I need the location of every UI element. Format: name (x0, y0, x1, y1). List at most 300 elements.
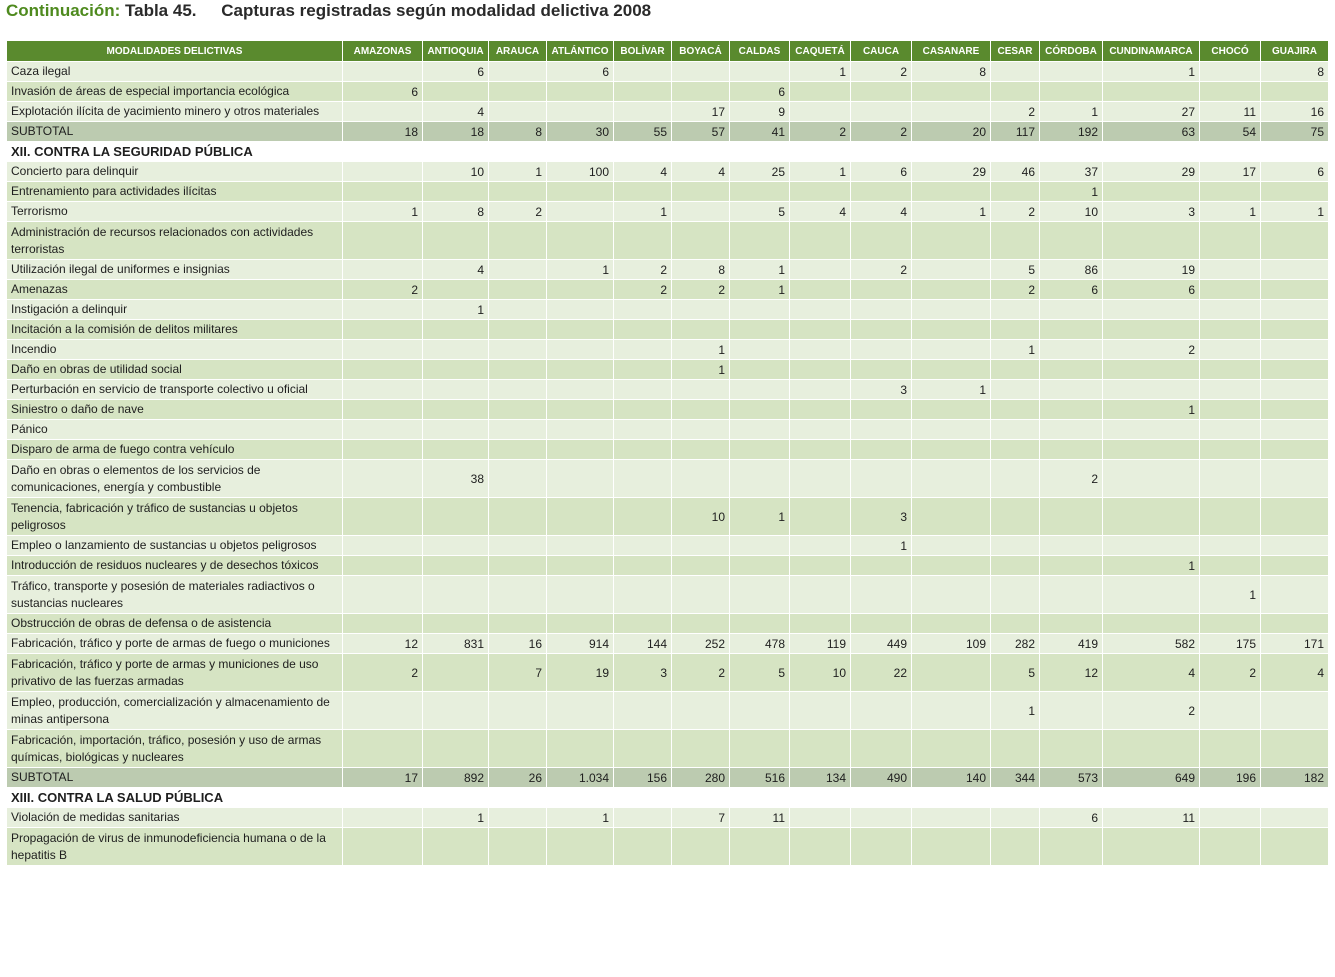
cell-value: 30 (547, 122, 614, 142)
cell-value: 1 (1261, 202, 1329, 222)
row-label: Daño en obras o elementos de los servicios de comunicaciones, energía y combustible (7, 460, 343, 498)
cell-value: 4 (790, 202, 851, 222)
cell-value (991, 498, 1040, 536)
cell-value: 16 (1261, 102, 1329, 122)
cell-value (489, 828, 547, 866)
cell-value: 19 (547, 654, 614, 692)
cell-value (1200, 300, 1261, 320)
cell-value (423, 320, 489, 340)
cell-value (1040, 400, 1103, 420)
cell-value: 4 (423, 260, 489, 280)
cell-value (343, 460, 423, 498)
table-row (7, 614, 1329, 634)
cell-value: 1 (1040, 102, 1103, 122)
cell-value (672, 400, 730, 420)
cell-value (790, 556, 851, 576)
cell-value (790, 340, 851, 360)
row-label: Fabricación, tráfico y porte de armas y municiones de uso privativo de las fuerzas armadas (7, 654, 343, 692)
row-label: Incitación a la comisión de delitos militares (7, 320, 343, 340)
cell-value (991, 576, 1040, 614)
cell-value: 1 (1103, 62, 1200, 82)
cell-value (672, 556, 730, 576)
row-label: Invasión de áreas de especial importancia ecológica (7, 82, 343, 102)
cell-value: 192 (1040, 122, 1103, 142)
cell-value (547, 222, 614, 260)
cell-value (1103, 360, 1200, 380)
cell-value (423, 692, 489, 730)
cell-value (912, 730, 991, 768)
cell-value (912, 536, 991, 556)
cell-value (912, 260, 991, 280)
column-header-department: CASANARE (912, 41, 991, 62)
cell-value (1103, 420, 1200, 440)
cell-value: 37 (1040, 162, 1103, 182)
cell-value: 1 (547, 260, 614, 280)
cell-value (730, 182, 790, 202)
cell-value (912, 498, 991, 536)
cell-value (1103, 498, 1200, 536)
cell-value (1103, 380, 1200, 400)
cell-value (912, 576, 991, 614)
cell-value (614, 808, 672, 828)
cell-value: 196 (1200, 768, 1261, 788)
cell-value: 6 (343, 82, 423, 102)
cell-value (1040, 320, 1103, 340)
table-row (7, 182, 1329, 202)
cell-value (423, 420, 489, 440)
row-label: Terrorismo (7, 202, 343, 222)
cell-value (614, 828, 672, 866)
cell-value (1200, 340, 1261, 360)
table-row (7, 82, 1329, 102)
cell-value (614, 536, 672, 556)
cell-value (489, 460, 547, 498)
cell-value (343, 536, 423, 556)
cell-value (991, 300, 1040, 320)
cell-value (343, 340, 423, 360)
cell-value: 2 (790, 122, 851, 142)
cell-value (423, 400, 489, 420)
cell-value (730, 380, 790, 400)
cell-value (614, 340, 672, 360)
cell-value (672, 828, 730, 866)
cell-value: 10 (672, 498, 730, 536)
cell-value (614, 320, 672, 340)
cell-value (1200, 62, 1261, 82)
table-row (7, 536, 1329, 556)
cell-value (614, 62, 672, 82)
cell-value: 282 (991, 634, 1040, 654)
cell-value (423, 380, 489, 400)
cell-value (489, 222, 547, 260)
table-row (7, 828, 1329, 866)
cell-value: 6 (423, 62, 489, 82)
cell-value: 3 (851, 380, 912, 400)
table-row (7, 498, 1329, 536)
cell-value: 6 (730, 82, 790, 102)
cell-value (489, 400, 547, 420)
cell-value (790, 260, 851, 280)
cell-value (1200, 556, 1261, 576)
cell-value: 2 (343, 654, 423, 692)
cell-value (790, 400, 851, 420)
table-row (7, 300, 1329, 320)
cell-value (672, 222, 730, 260)
cell-value (1103, 828, 1200, 866)
row-label: Caza ilegal (7, 62, 343, 82)
cell-value (1261, 182, 1329, 202)
row-label: Incendio (7, 340, 343, 360)
column-header-department: CUNDINAMARCA (1103, 41, 1200, 62)
cell-value: 2 (851, 122, 912, 142)
cell-value: 134 (790, 768, 851, 788)
cell-value: 117 (991, 122, 1040, 142)
cell-value (1261, 222, 1329, 260)
cell-value (489, 62, 547, 82)
cell-value: 1 (1103, 400, 1200, 420)
cell-value: 2 (991, 102, 1040, 122)
cell-value (547, 498, 614, 536)
cell-value (730, 360, 790, 380)
table-row (7, 808, 1329, 828)
cell-value: 175 (1200, 634, 1261, 654)
cell-value (343, 498, 423, 536)
cell-value (423, 730, 489, 768)
cell-value (790, 828, 851, 866)
cell-value (1200, 222, 1261, 260)
cell-value (1103, 300, 1200, 320)
cell-value: 171 (1261, 634, 1329, 654)
cell-value (912, 182, 991, 202)
cell-value (672, 536, 730, 556)
cell-value: 2 (1040, 460, 1103, 498)
table-row (7, 556, 1329, 576)
table-number: Tabla 45. (125, 1, 197, 20)
column-header-department: BOLÍVAR (614, 41, 672, 62)
cell-value (1040, 614, 1103, 634)
column-header-department: CESAR (991, 41, 1040, 62)
cell-value (851, 576, 912, 614)
cell-value (790, 440, 851, 460)
cell-value: 5 (730, 202, 790, 222)
cell-value (614, 380, 672, 400)
table-body (7, 62, 1329, 866)
cell-value (614, 460, 672, 498)
cell-value (1261, 360, 1329, 380)
cell-value (423, 556, 489, 576)
cell-value: 1 (1103, 556, 1200, 576)
cell-value (851, 692, 912, 730)
table-row (7, 202, 1329, 222)
row-label: Utilización ilegal de uniformes e insignias (7, 260, 343, 280)
cell-value: 2 (614, 260, 672, 280)
cell-value: 1 (912, 202, 991, 222)
cell-value (343, 320, 423, 340)
cell-value: 4 (1103, 654, 1200, 692)
cell-value: 100 (547, 162, 614, 182)
cell-value (1200, 182, 1261, 202)
cell-value: 8 (912, 62, 991, 82)
cell-value (489, 730, 547, 768)
cell-value (1103, 576, 1200, 614)
cell-value: 1 (489, 162, 547, 182)
table-row (7, 654, 1329, 692)
cell-value (343, 182, 423, 202)
cell-value: 1 (423, 300, 489, 320)
cell-value: 2 (614, 280, 672, 300)
cell-value: 16 (489, 634, 547, 654)
cell-value (423, 82, 489, 102)
cell-value (790, 576, 851, 614)
cell-value (614, 440, 672, 460)
row-label: Introducción de residuos nucleares y de desechos tóxicos (7, 556, 343, 576)
cell-value: 17 (672, 102, 730, 122)
row-label: Administración de recursos relacionados con actividades terroristas (7, 222, 343, 260)
cell-value: 2 (851, 260, 912, 280)
cell-value (547, 556, 614, 576)
cell-value (1200, 828, 1261, 866)
cell-value (489, 536, 547, 556)
cell-value (991, 536, 1040, 556)
cell-value (489, 440, 547, 460)
cell-value: 2 (1200, 654, 1261, 692)
cell-value (672, 576, 730, 614)
cell-value: 27 (1103, 102, 1200, 122)
cell-value (912, 654, 991, 692)
cell-value (343, 62, 423, 82)
cell-value (614, 222, 672, 260)
cell-value (489, 420, 547, 440)
cell-value (672, 420, 730, 440)
cell-value (851, 460, 912, 498)
table-row (7, 102, 1329, 122)
cell-value: 1 (730, 498, 790, 536)
cell-value: 25 (730, 162, 790, 182)
cell-value (1261, 420, 1329, 440)
cell-value: 75 (1261, 122, 1329, 142)
cell-value (1261, 730, 1329, 768)
cell-value (991, 182, 1040, 202)
cell-value (912, 808, 991, 828)
cell-value (851, 808, 912, 828)
cell-value: 1.034 (547, 768, 614, 788)
cell-value (1040, 498, 1103, 536)
column-header-department: CÓRDOBA (1040, 41, 1103, 62)
cell-value (489, 692, 547, 730)
cell-value (851, 102, 912, 122)
cell-value: 144 (614, 634, 672, 654)
table-row (7, 730, 1329, 768)
cell-value (912, 222, 991, 260)
captures-table (6, 40, 1329, 866)
cell-value: 20 (912, 122, 991, 142)
cell-value (547, 692, 614, 730)
cell-value: 6 (851, 162, 912, 182)
cell-value (1103, 182, 1200, 202)
cell-value: 2 (343, 280, 423, 300)
cell-value (489, 360, 547, 380)
cell-value (489, 380, 547, 400)
cell-value (790, 360, 851, 380)
table-row (7, 260, 1329, 280)
cell-value: 914 (547, 634, 614, 654)
row-label: Siniestro o daño de nave (7, 400, 343, 420)
cell-value (1261, 320, 1329, 340)
cell-value (790, 320, 851, 340)
cell-value: 582 (1103, 634, 1200, 654)
row-label: Fabricación, tráfico y porte de armas de fuego o municiones (7, 634, 343, 654)
subtotal-row (7, 768, 1329, 788)
header-row (7, 41, 1329, 62)
cell-value (1103, 730, 1200, 768)
cell-value (730, 222, 790, 260)
cell-value (790, 420, 851, 440)
cell-value (1040, 556, 1103, 576)
cell-value: 29 (1103, 162, 1200, 182)
cell-value (672, 320, 730, 340)
cell-value (423, 654, 489, 692)
row-label: Disparo de arma de fuego contra vehículo (7, 440, 343, 460)
cell-value (672, 62, 730, 82)
cell-value (851, 614, 912, 634)
cell-value (991, 730, 1040, 768)
cell-value: 8 (423, 202, 489, 222)
cell-value: 4 (614, 162, 672, 182)
cell-value (790, 730, 851, 768)
cell-value (547, 300, 614, 320)
cell-value (991, 360, 1040, 380)
cell-value: 892 (423, 768, 489, 788)
cell-value: 280 (672, 768, 730, 788)
column-header-department: AMAZONAS (343, 41, 423, 62)
cell-value: 1 (730, 260, 790, 280)
cell-value (614, 730, 672, 768)
cell-value (1103, 320, 1200, 340)
cell-value (1261, 498, 1329, 536)
cell-value: 19 (1103, 260, 1200, 280)
table-row (7, 162, 1329, 182)
cell-value (1200, 730, 1261, 768)
cell-value: 5 (991, 654, 1040, 692)
cell-value (991, 440, 1040, 460)
cell-value (1200, 400, 1261, 420)
row-label: Entrenamiento para actividades ilícitas (7, 182, 343, 202)
cell-value (672, 82, 730, 102)
cell-value (614, 300, 672, 320)
section-title: XII. CONTRA LA SEGURIDAD PÚBLICA (7, 142, 1329, 162)
subtotal-row (7, 122, 1329, 142)
cell-value (614, 498, 672, 536)
cell-value (489, 320, 547, 340)
row-label: Tenencia, fabricación y tráfico de sustancias u objetos peligrosos (7, 498, 343, 536)
cell-value (912, 320, 991, 340)
cell-value (730, 692, 790, 730)
cell-value (423, 498, 489, 536)
cell-value (343, 400, 423, 420)
cell-value: 252 (672, 634, 730, 654)
cell-value (489, 182, 547, 202)
cell-value (423, 340, 489, 360)
cell-value (343, 730, 423, 768)
cell-value: 18 (343, 122, 423, 142)
cell-value (489, 340, 547, 360)
cell-value (1040, 828, 1103, 866)
section-header-row (7, 788, 1329, 808)
cell-value (912, 360, 991, 380)
cell-value: 1 (912, 380, 991, 400)
cell-value (343, 162, 423, 182)
column-header-department: ANTIOQUIA (423, 41, 489, 62)
cell-value (1200, 320, 1261, 340)
row-label: Propagación de virus de inmunodeficiencia humana o de la hepatitis B (7, 828, 343, 866)
cell-value (547, 536, 614, 556)
cell-value (547, 380, 614, 400)
column-header-department: ARAUCA (489, 41, 547, 62)
cell-value (790, 300, 851, 320)
cell-value (1261, 300, 1329, 320)
cell-value: 1 (1200, 202, 1261, 222)
cell-value (912, 460, 991, 498)
cell-value (790, 102, 851, 122)
cell-value (851, 320, 912, 340)
cell-value: 12 (343, 634, 423, 654)
cell-value (1040, 440, 1103, 460)
cell-value (343, 828, 423, 866)
cell-value (790, 222, 851, 260)
cell-value (614, 576, 672, 614)
cell-value: 1 (730, 280, 790, 300)
section-header-row (7, 142, 1329, 162)
table-row (7, 320, 1329, 340)
cell-value: 6 (1040, 280, 1103, 300)
cell-value (343, 576, 423, 614)
table-caption: Capturas registradas según modalidad delictiva 2008 (221, 1, 652, 20)
cell-value (991, 460, 1040, 498)
row-label: Violación de medidas sanitarias (7, 808, 343, 828)
cell-value (672, 300, 730, 320)
cell-value (547, 182, 614, 202)
cell-value (851, 400, 912, 420)
table-row (7, 380, 1329, 400)
cell-value (423, 182, 489, 202)
cell-value (1261, 82, 1329, 102)
cell-value (912, 614, 991, 634)
cell-value: 6 (1261, 162, 1329, 182)
cell-value: 10 (1040, 202, 1103, 222)
cell-value (730, 576, 790, 614)
cell-value (1103, 222, 1200, 260)
column-header-modalidad: MODALIDADES DELICTIVAS (7, 41, 343, 62)
cell-value: 2 (991, 280, 1040, 300)
cell-value (851, 280, 912, 300)
cell-value (1261, 440, 1329, 460)
cell-value (912, 400, 991, 420)
cell-value (423, 440, 489, 460)
cell-value (730, 536, 790, 556)
cell-value: 4 (423, 102, 489, 122)
cell-value (730, 614, 790, 634)
cell-value (991, 62, 1040, 82)
cell-value (912, 300, 991, 320)
cell-value (790, 808, 851, 828)
cell-value (730, 440, 790, 460)
cell-value (489, 498, 547, 536)
cell-value (614, 420, 672, 440)
cell-value: 8 (489, 122, 547, 142)
cell-value (672, 440, 730, 460)
cell-value (614, 400, 672, 420)
row-label: Concierto para delinquir (7, 162, 343, 182)
